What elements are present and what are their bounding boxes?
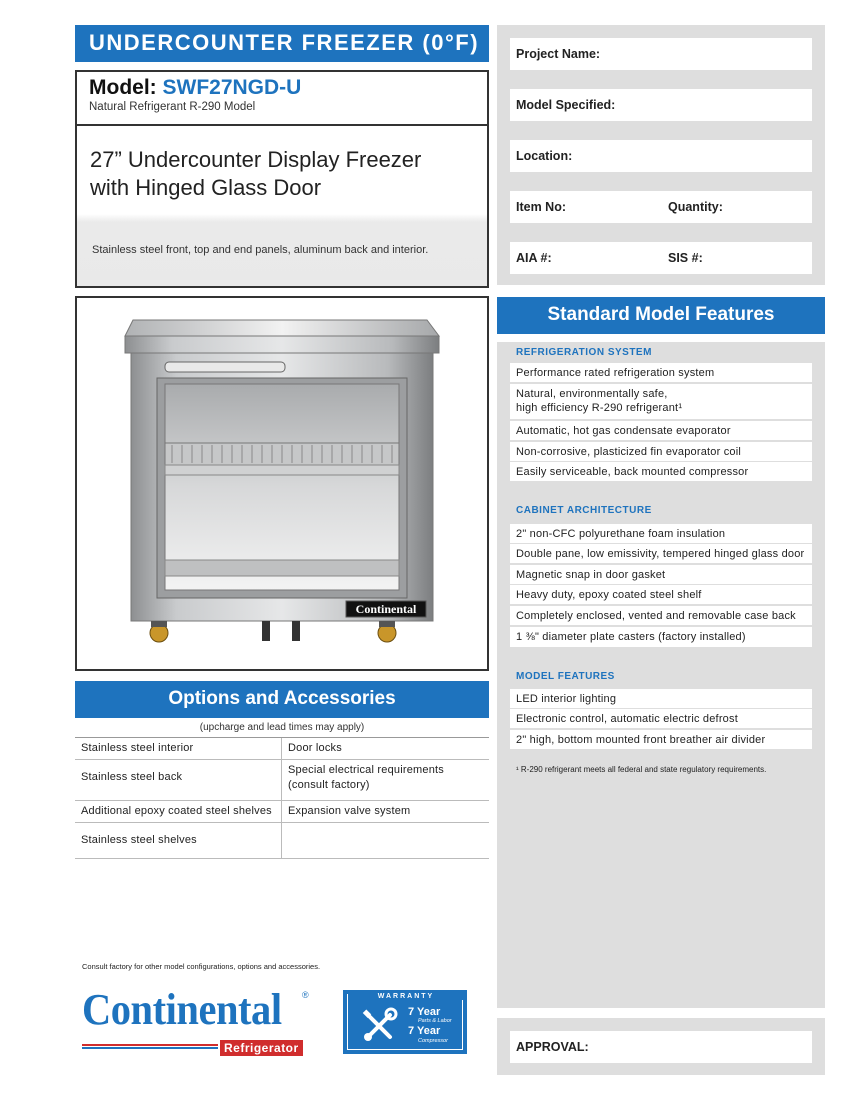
option-cell: Expansion valve system (288, 805, 411, 817)
option-cell: Stainless steel interior (75, 738, 282, 759)
approval-panel (497, 1018, 825, 1075)
list-item: 2" non-CFC polyurethane foam insulation (510, 524, 812, 543)
warranty-frame (347, 994, 463, 1050)
model-specified-field[interactable] (510, 89, 812, 121)
section-heading-model-features: MODEL FEATURES (516, 671, 615, 682)
aia-sis-field[interactable] (510, 242, 812, 274)
freezer-illustration (77, 298, 487, 669)
warranty-line-1-sub: Parts & Labor (418, 1018, 452, 1024)
location-field[interactable] (510, 140, 812, 172)
warranty-line-2: 7 Year (408, 1025, 441, 1037)
model-code: SWF27NGD-U (162, 76, 302, 99)
refrigerant-footnote: ¹ R-290 refrigerant meets all federal and state regulatory requirements. (516, 765, 767, 774)
location-label: Location: (516, 149, 573, 163)
option-cell: Stainless steel back (75, 760, 282, 800)
product-title (90, 146, 421, 202)
aia-label: AIA #: (516, 251, 552, 265)
table-row (75, 738, 489, 760)
sis-label: SIS #: (668, 251, 703, 265)
warranty-line-1: 7 Year (408, 1006, 441, 1018)
list-item: 1 ⅜" diameter plate casters (factory installed) (510, 627, 812, 647)
option-cell: Door locks (288, 742, 342, 754)
model-header (75, 70, 489, 124)
list-item: Magnetic snap in door gasket (510, 565, 812, 584)
option-cell: Stainless steel shelves (75, 823, 282, 858)
options-note: (upcharge and lead times may apply) (199, 722, 365, 733)
item-no-label: Item No: (516, 200, 566, 214)
quantity-label: Quantity: (668, 200, 723, 214)
section-heading-cabinet: CABINET ARCHITECTURE (516, 505, 652, 516)
list-item (510, 384, 812, 419)
consult-note: Consult factory for other model configurations, options and accessories. (82, 962, 321, 971)
option-cell: Special electrical requirements (consult factory) (288, 764, 444, 791)
list-item: Easily serviceable, back mounted compressor (510, 462, 812, 481)
brand-plate-text: Continental (355, 602, 417, 616)
options-header: Options and Accessories (75, 681, 489, 718)
logo-rule (82, 1044, 218, 1049)
model-line (89, 76, 487, 100)
features-header: Standard Model Features (497, 297, 825, 334)
list-item: Completely enclosed, vented and removable case back (510, 606, 812, 625)
list-item: Automatic, hot gas condensate evaporator (510, 421, 812, 440)
project-name-label: Project Name: (516, 47, 601, 61)
wrench-screwdriver-icon (360, 1007, 400, 1045)
product-description: Stainless steel front, top and end panels, aluminum back and interior. (92, 244, 429, 256)
table-row (75, 801, 489, 823)
item-quantity-field[interactable] (510, 191, 812, 223)
description-box (75, 124, 489, 288)
approval-field[interactable] (510, 1031, 812, 1063)
section-heading-refrigeration: REFRIGERATION SYSTEM (516, 347, 652, 358)
table-row (75, 760, 489, 801)
project-name-field[interactable] (510, 38, 812, 70)
warranty-line-2-sub: Compressor (418, 1038, 448, 1044)
features-panel (497, 342, 825, 1008)
table-row (75, 823, 489, 859)
approval-label: APPROVAL: (516, 1040, 589, 1054)
list-item: Performance rated refrigeration system (510, 363, 812, 382)
model-label: Model: (89, 76, 157, 99)
logo-registered-mark: ® (302, 990, 309, 1000)
warranty-badge (343, 990, 467, 1054)
list-item: Heavy duty, epoxy coated steel shelf (510, 585, 812, 604)
options-table (75, 737, 489, 859)
product-title-line-2: with Hinged Glass Door (90, 175, 322, 200)
product-photo (75, 296, 489, 671)
option-cell: Additional epoxy coated steel shelves (75, 801, 282, 822)
product-title-line-1: 27” Undercounter Display Freezer (90, 147, 422, 172)
list-item: Non-corrosive, plasticized fin evaporator coil (510, 442, 812, 461)
list-item: LED interior lighting (510, 689, 812, 708)
model-subtitle: Natural Refrigerant R-290 Model (89, 101, 256, 113)
list-item-line: Natural, environmentally safe, (516, 388, 668, 400)
model-specified-label: Model Specified: (516, 98, 616, 112)
logo-name: Continental (82, 985, 282, 1034)
continental-logo (82, 985, 312, 1060)
list-item: 2" high, bottom mounted front breather air divider (510, 730, 812, 749)
list-item: Electronic control, automatic electric defrost (510, 709, 812, 728)
option-cell (282, 823, 489, 858)
list-item: Double pane, low emissivity, tempered hinged glass door (510, 544, 812, 563)
list-item-line: high efficiency R-290 refrigerant¹ (516, 402, 683, 414)
spec-form-panel (497, 25, 825, 285)
warranty-heading: WARRANTY (348, 993, 464, 1000)
page-title: UNDERCOUNTER FREEZER (0°F) (75, 25, 489, 62)
logo-tag: Refrigerator (220, 1040, 303, 1056)
